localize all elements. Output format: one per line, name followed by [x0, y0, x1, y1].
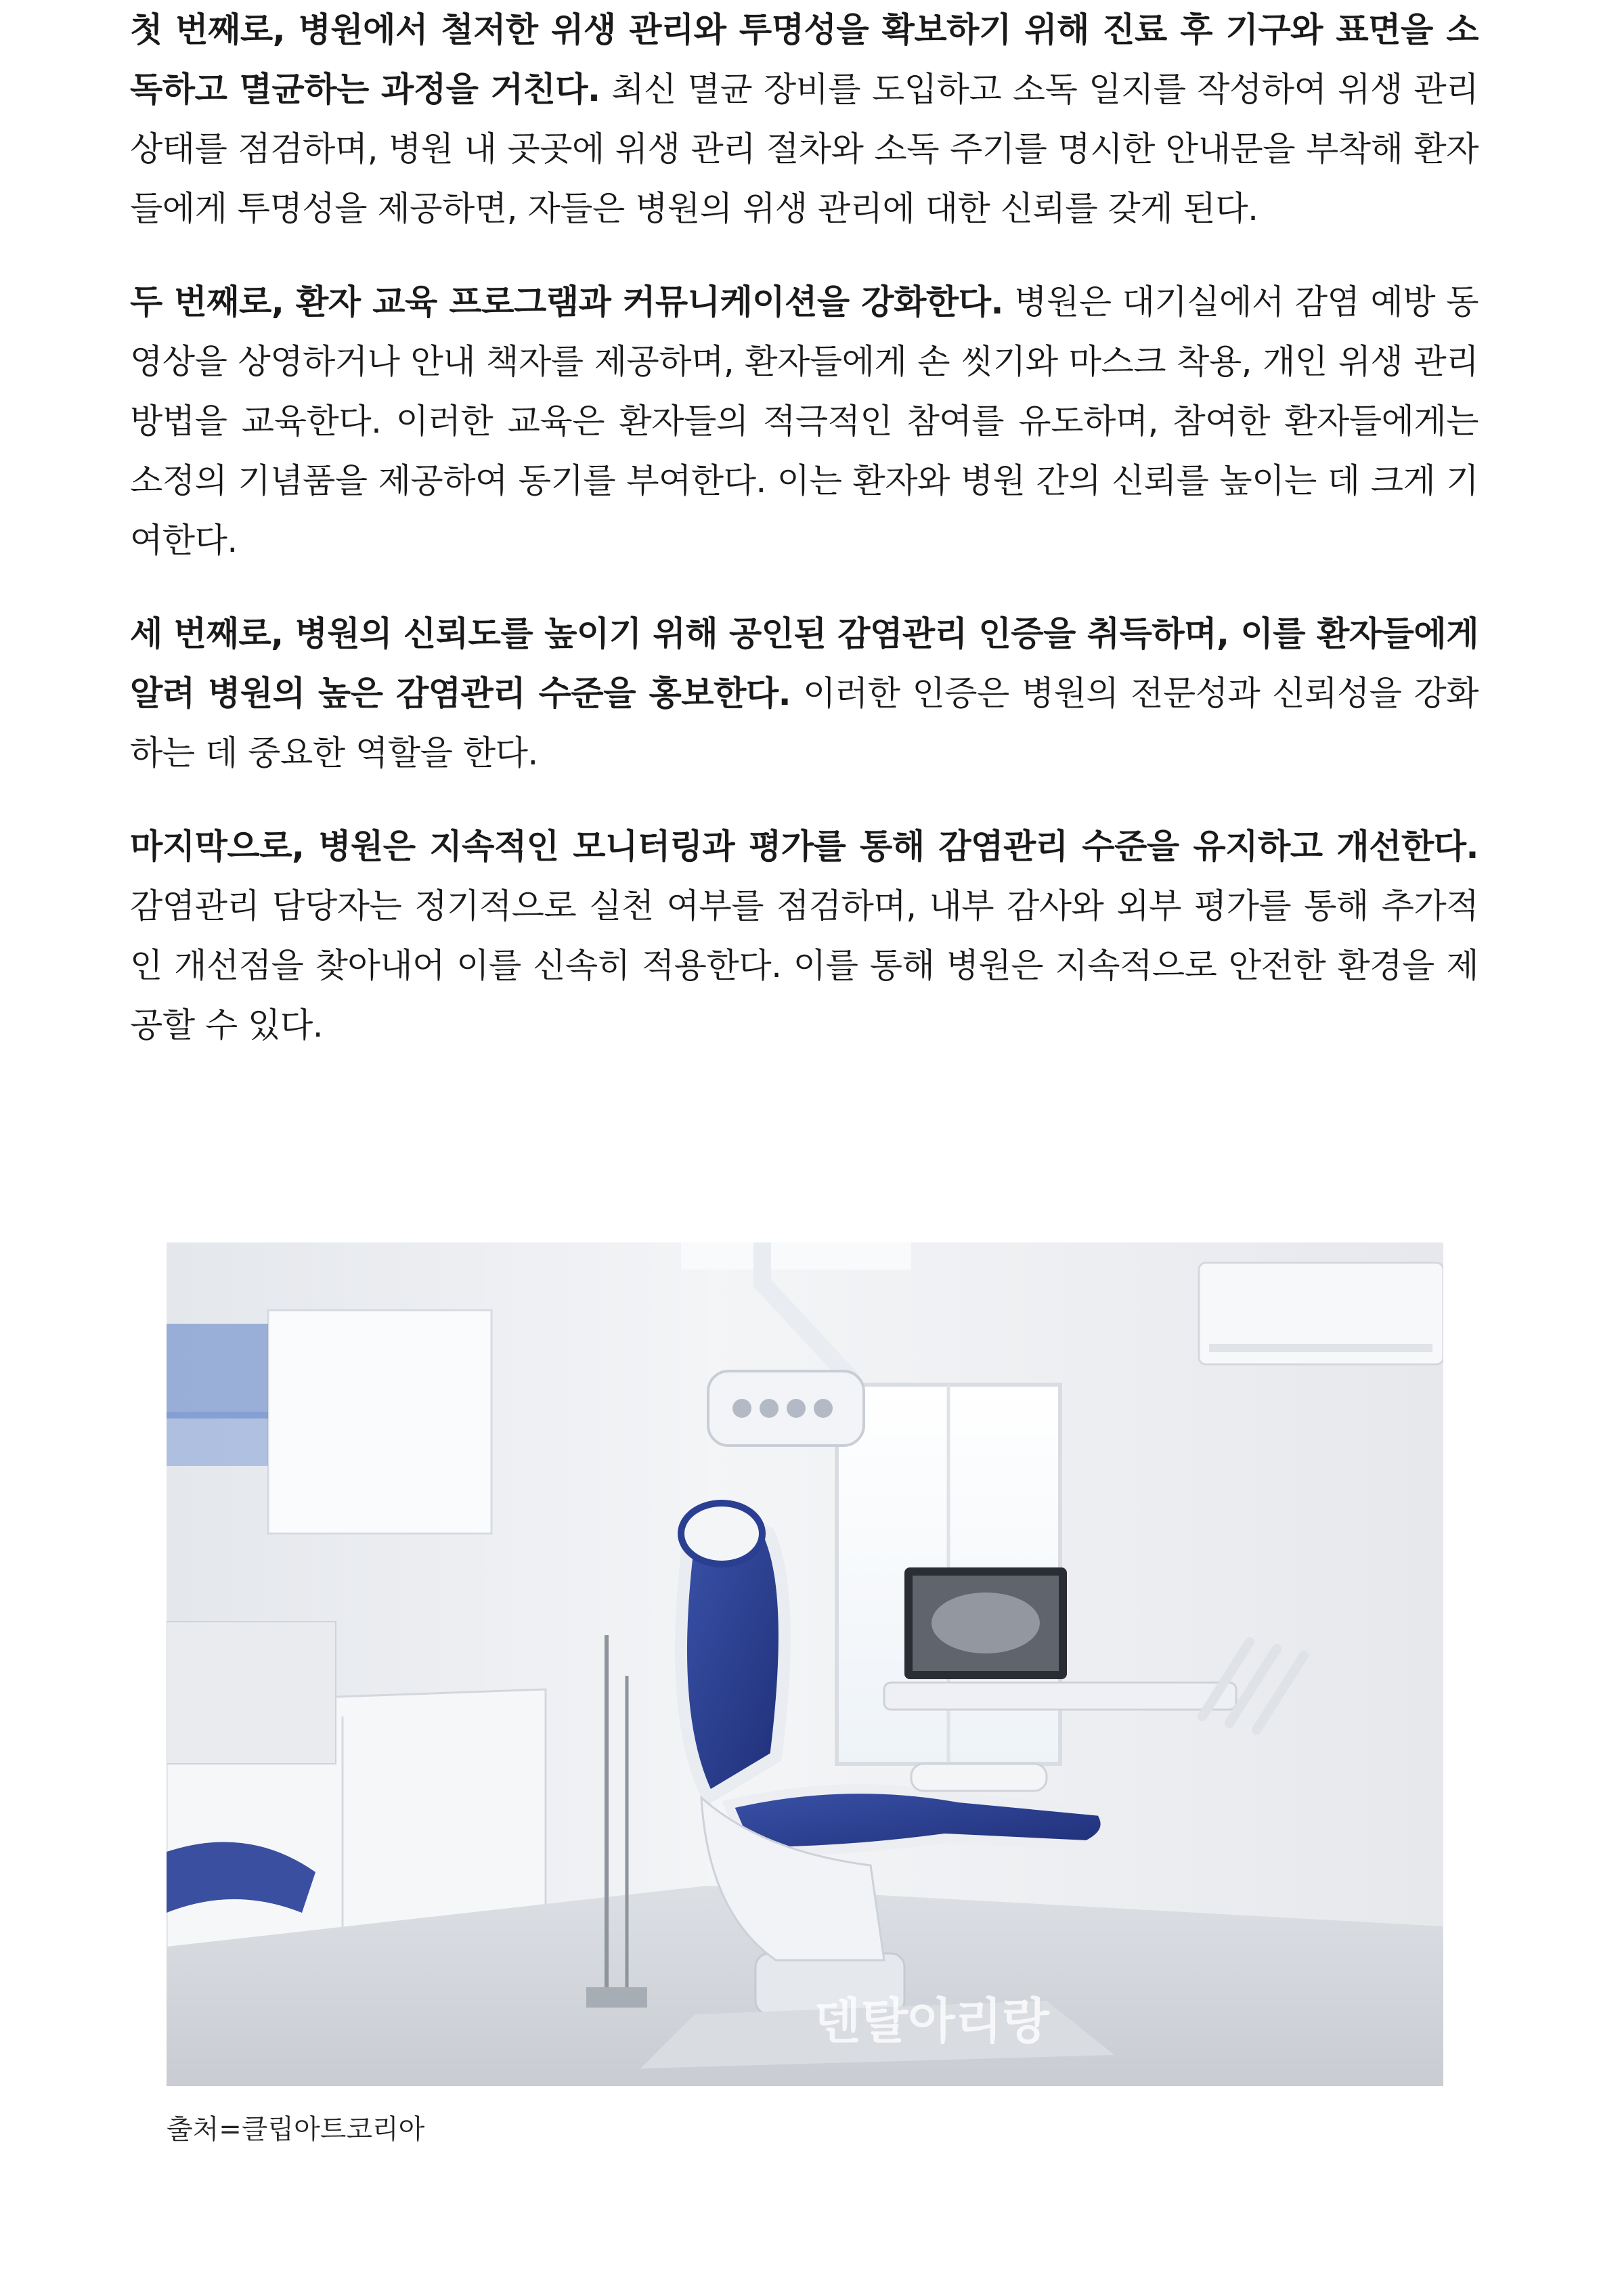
- paragraph-lead: 두 번째로, 환자 교육 프로그램과 커뮤니케이션을 강화한다.: [130, 282, 1003, 322]
- paragraph-text: 이러한 인증은 병원의 전문성과 신뢰성을 강화하는 데 중요한 역할을 한다.: [130, 674, 1479, 773]
- paragraph-lead: 첫 번째로, 병원에서 철저한 위생 관리와 투명성을 확보하기 위해 진료 후 기구와 표면을 소독하고 멸균하는 과정을 거친다.: [130, 10, 1478, 109]
- paragraph-certification: [130, 604, 1478, 783]
- paragraph-text: 감염관리 담당자는 정기적으로 실천 여부를 점검하며, 내부 감사와 외부 평가를 통해 추가적인 개선점을 찾아내어 이를 신속히 적용한다. 이를 통해 병원은 지속적으로 안전한 환경을 제공할 수 있다.: [130, 886, 1478, 1045]
- paragraph-lead: 마지막으로, 병원은 지속적인 모니터링과 평가를 통해 감염관리 수준을 유지하고 개선한다.: [130, 827, 1478, 866]
- photo-caption: 출처=클립아트코리아: [167, 2114, 425, 2145]
- photo-watermark: 덴탈아리랑: [814, 1993, 1049, 2050]
- dental-clinic-photo: [167, 1242, 1443, 2086]
- paragraph-monitoring: [130, 817, 1478, 1055]
- paragraph-education: [130, 272, 1478, 570]
- paragraph-sterilization: [130, 0, 1478, 238]
- paragraph-lead: 세 번째로, 병원의 신뢰도를 높이기 위해 공인된 감염관리 인증을 취득하며, 이를 환자들에게 알려 병원의 높은 감염관리 수준을 홍보한다.: [130, 614, 1478, 713]
- article-body: [130, 0, 1478, 1089]
- paragraph-text: 최신 멸균 장비를 도입하고 소독 일지를 작성하여 위생 관리 상태를 점검하며, 병원 내 곳곳에 위생 관리 절차와 소독 주기를 명시한 안내문을 부착해 환자들에게 투명성을 제공하면, 자들은 병원의 위생 관리에 대한 신뢰를 갖게 된다.: [130, 70, 1478, 228]
- article-figure: [167, 1242, 1443, 2148]
- paragraph-text: 병원은 대기실에서 감염 예방 동영상을 상영하거나 안내 책자를 제공하며, 환자들에게 손 씻기와 마스크 착용, 개인 위생 관리 방법을 교육한다. 이러한 교육은 환자들의 적극적인 참여를 유도하며, 참여한 환자들에게는 소정의 기념품을 제공하여 동기를 부여한다. 이는 환자와 병원 간의 신뢰를 높이는 데 크게 기여한다.: [130, 282, 1478, 560]
